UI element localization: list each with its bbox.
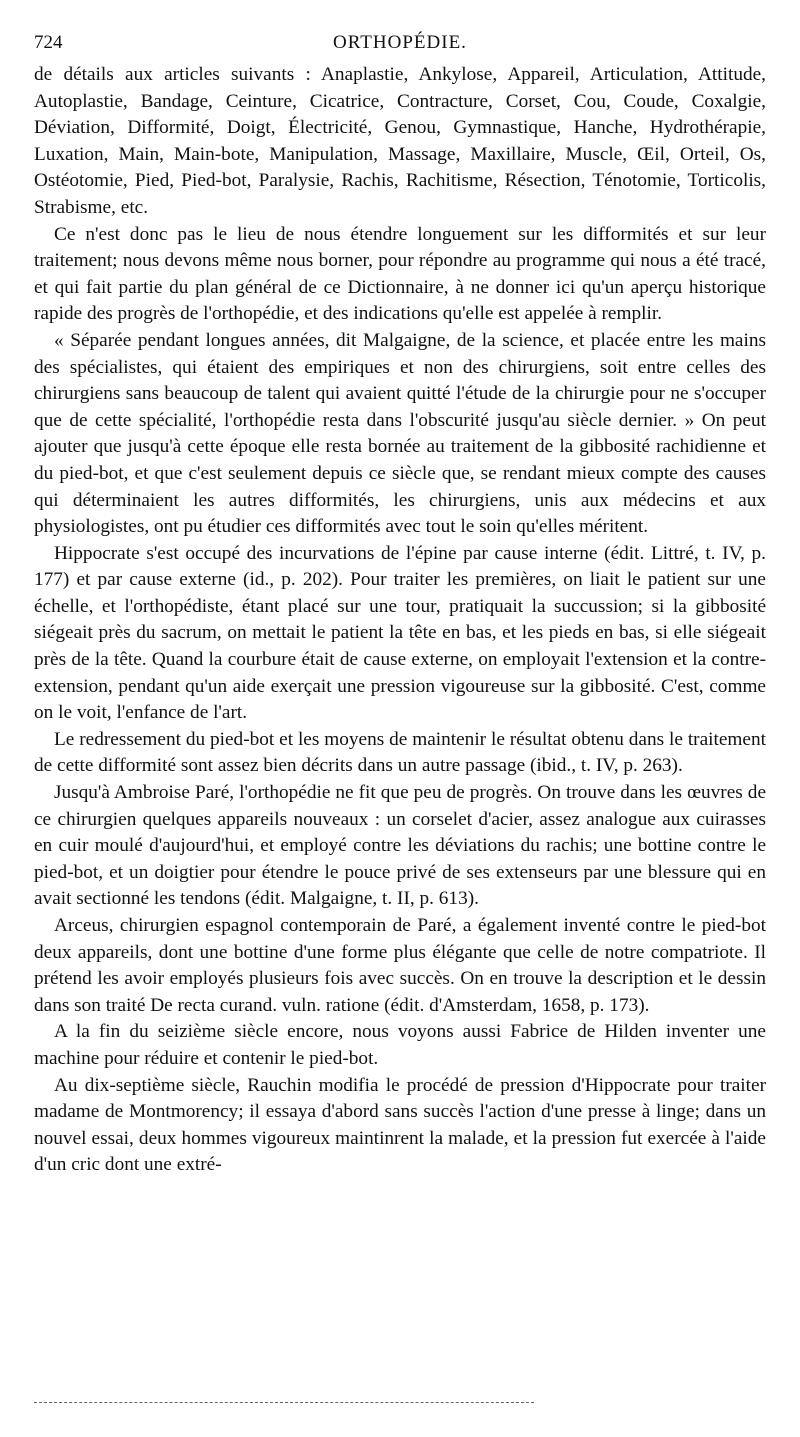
paragraph: Le redressement du pied-bot et les moyens de maintenir le résultat obtenu dans le traitement de cette difformité sont assez bien décrits dans un autre passage (ibid., t. IV, p. 263). — [34, 728, 766, 777]
footer-rule — [34, 1402, 534, 1403]
paragraph: « Séparée pendant longues années, dit Malgaigne, de la science, et placée entre les mains des spécialistes, qui étaient des empiriques et non des chirurgiens, soit entre celles des chirurgiens sans beaucoup de talent qui avaient quitté l'étude de la chirurgie pour ne s'occuper que de cette spécialité, l'orthopédie resta dans l'obscurité jusqu'au siècle dernier. » On peut ajouter que jusqu'à cette époque elle resta bornée au traitement de la gibbosité rachidienne et du pied-bot, et que c'est seulement depuis ce siècle que, se rendant mieux compte des causes qui déterminaient les autres difformités, les chirurgiens, unis aux médecins et aux physiologistes, ont pu étudier ces difformités avec tout le soin qu'elles méritent. — [34, 329, 766, 538]
page-number: 724 — [34, 32, 63, 53]
paragraph: Ce n'est donc pas le lieu de nous étendre longuement sur les difformités et sur leur traitement; nous devons même nous borner, pour répondre au programme qui nous a été tracé, et qui fait partie du plan général de ce Dictionnaire, à ne donner ici qu'un aperçu historique rapide des progrès de l'orthopédie, et des indications qu'elle est appelée à remplir. — [34, 223, 766, 325]
paragraph: Au dix-septième siècle, Rauchin modifia le procédé de pression d'Hippocrate pour traiter madame de Montmorency; il essaya d'abord sans succès l'action d'une presse à linge; dans un nouvel essai, deux hommes vigoureux maintinrent la malade, et la pression fut exercée à l'aide d'un cric dont une extré- — [34, 1074, 766, 1176]
paragraph-article-list: de détails aux articles suivants : Anaplastie, Ankylose, Appareil, Articulation, Attitude, Autoplastie, Bandage, Ceinture, Cicatrice, Contracture, Corset, Cou, Coude, Coxalgie, Déviation, Difformité, Doigt, Électricité, Genou, Gymnastique, Hanche, Hydrothérapie, Luxation, Main, Main-bote, Manipulation, Massage, Maxillaire, Muscle, Œil, Orteil, Os, Ostéotomie, Pied, Pied-bot, Paralysie, Rachis, Rachitisme, Résection, Ténotomie, Torticolis, Strabisme, etc. — [34, 64, 766, 218]
paragraph: Arceus, chirurgien espagnol contemporain de Paré, a également inventé contre le pied-bot deux appareils, dont une bottine d'une forme plus élégante que celle de notre compatriote. Il prétend les avoir employés plusieurs fois avec succès. On en trouve la description et le dessin dans son traité De recta curand. vuln. ratione (édit. d'Amsterdam, 1658, p. 173). — [34, 915, 766, 1016]
page — [34, 30, 766, 1179]
page-header — [34, 30, 766, 62]
paragraph: Hippocrate s'est occupé des incurvations de l'épine par cause interne (édit. Littré, t. IV, p. 177) et par cause externe (id., p. 202). Pour traiter les premières, on liait le patient sur une échelle, et l'orthopédiste, étant placé sur une tour, pratiquait la succussion; si la gibbosité siégeait près du sacrum, on mettait le patient la tête en bas, et les pieds en bas, si elle siégeait près de la tête. Quand la courbure était de cause externe, on employait l'extension et la contre-extension, pendant qu'un aide exerçait une pression vigoureuse sur la gibbosité. C'est, comme on le voit, l'enfance de l'art. — [34, 542, 766, 724]
running-head: ORTHOPÉDIE. — [333, 32, 467, 53]
paragraph: A la fin du seizième siècle encore, nous voyons aussi Fabrice de Hilden inventer une machine pour réduire et contenir le pied-bot. — [34, 1021, 766, 1069]
body-text — [34, 62, 766, 1179]
paragraph: Jusqu'à Ambroise Paré, l'orthopédie ne fit que peu de progrès. On trouve dans les œuvres de ce chirurgien quelques appareils nouveaux : un corselet d'acier, assez analogue aux cuirasses en cuir moulé d'aujourd'hui, et employé contre les déviations du rachis; une bottine contre le pied-bot, et un doigtier pour étendre le pouce privé de ses extenseurs par une blessure qui en avait sectionné les tendons (édit. Malgaigne, t. II, p. 613). — [34, 782, 766, 910]
